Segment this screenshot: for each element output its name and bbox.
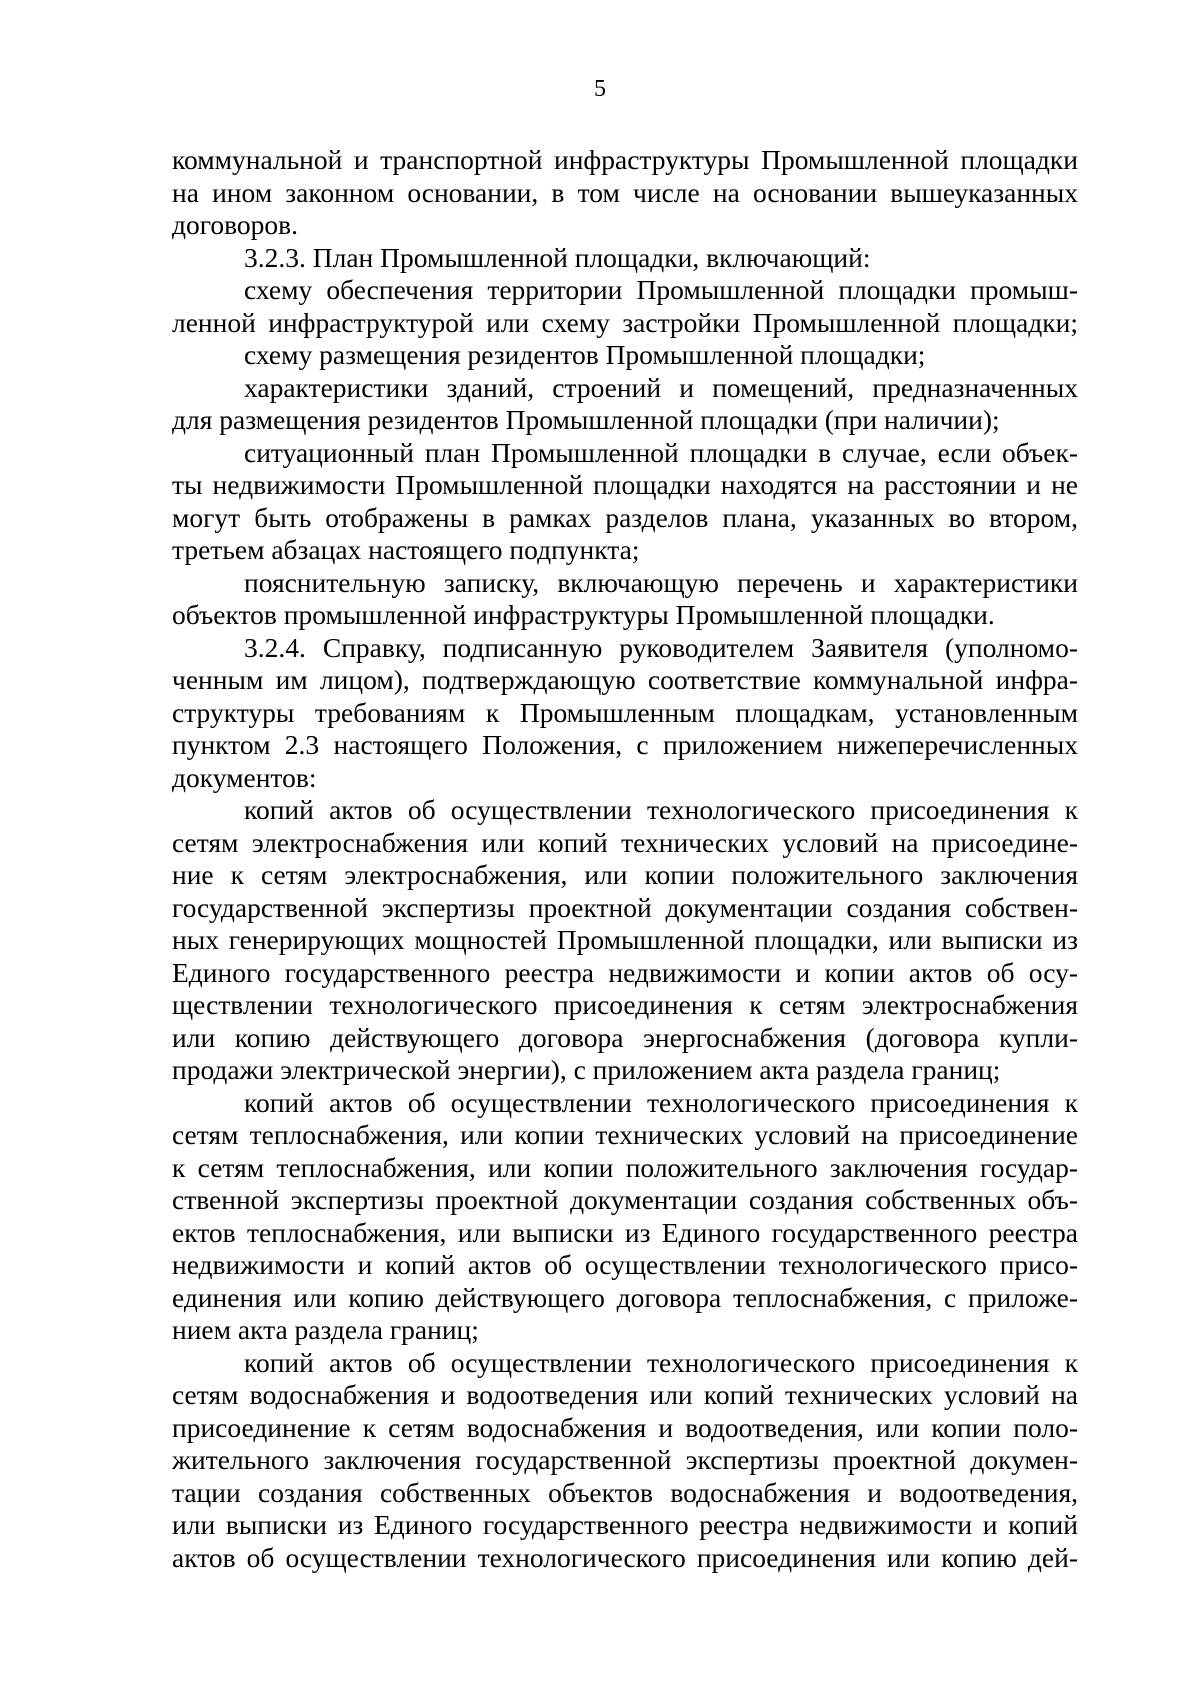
text-line: нием акта раздела границ; — [172, 1314, 479, 1345]
text-line: ченным им лицом), подтверждающую соответствие коммунальной инфра- — [172, 664, 1078, 695]
text-line: ектов теплоснабжения, или выписки из Единого государственного реестра — [172, 1216, 1078, 1248]
text-line: государственной экспертизы проектной документации создания собствен- — [172, 891, 1078, 923]
text-line: Единого государственного реестра недвижимости и копии актов об осу- — [172, 956, 1078, 988]
text-line: жительного заключения государственной экспертизы проектной докумен- — [172, 1444, 1078, 1475]
text-line: схему размещения резидентов Промышленной площадки; — [244, 339, 926, 370]
document-body — [172, 144, 1078, 1574]
text-line: ственной экспертизы проектной документации создания собственных объ- — [172, 1184, 1078, 1215]
text-line: ситуационный план Промышленной площадки в случае, если объек- — [244, 436, 1078, 468]
text-line: ществлении технологического присоединения к сетям электроснабжения — [172, 989, 1078, 1020]
text-line: договоров. — [172, 209, 298, 240]
text-line: могут быть отображены в рамках разделов плана, указанных во втором, — [172, 501, 1078, 533]
text-line: или копию действующего договора энергоснабжения (договора купли- — [172, 1021, 1078, 1053]
text-line: коммунальной и транспортной инфраструктуры Промышленной площадки — [172, 144, 1078, 175]
text-line: продажи электрической энергии), с приложением акта раздела границ; — [172, 1054, 1001, 1085]
text-line: структуры требованиям к Промышленным площадкам, установленным — [172, 696, 1078, 728]
text-line: копий актов об осуществлении технологического присоединения к — [244, 1086, 1078, 1118]
text-line: единения или копию действующего договора теплоснабжения, с приложе- — [172, 1281, 1078, 1313]
text-line: характеристики зданий, строений и помещений, предназначенных — [244, 371, 1078, 403]
page-number: 5 — [594, 76, 606, 102]
text-line: для размещения резидентов Промышленной площадки (при наличии); — [172, 404, 1000, 435]
text-line: тации создания собственных объектов водоснабжения и водоотведения, — [172, 1476, 1078, 1508]
text-line: или выписки из Единого государственного реестра недвижимости и копий — [172, 1509, 1078, 1540]
text-line: сетям теплоснабжения, или копии технических условий на присоединение — [172, 1119, 1078, 1150]
text-line: 3.2.3. План Промышленной площадки, включающий: — [244, 241, 871, 273]
text-line: ты недвижимости Промышленной площадки находятся на расстоянии и не — [172, 469, 1078, 500]
text-line: ленной инфраструктурой или схему застройки Промышленной площадки; — [172, 306, 1078, 338]
text-line: документов: — [172, 761, 317, 793]
text-line: недвижимости и копий актов об осуществлении технологического присо- — [172, 1249, 1078, 1280]
text-line: сетям водоснабжения и водоотведения или копий технических условий на — [172, 1379, 1078, 1410]
text-line: к сетям теплоснабжения, или копии положительного заключения государ- — [172, 1151, 1078, 1183]
text-line: пояснительную записку, включающую перечень и характеристики — [244, 566, 1078, 598]
text-line: актов об осуществлении технологического присоединения или копию дей- — [172, 1541, 1078, 1573]
text-line: на ином законном основании, в том числе на основании вышеуказанных — [172, 176, 1078, 208]
text-line: третьем абзацах настоящего подпункта; — [172, 534, 640, 565]
text-line: копий актов об осуществлении технологического присоединения к — [244, 794, 1078, 825]
text-line: пунктом 2.3 настоящего Положения, с приложением нижеперечисленных — [172, 729, 1078, 760]
text-line: 3.2.4. Справку, подписанную руководителем Заявителя (уполномо- — [244, 631, 1078, 663]
text-line: объектов промышленной инфраструктуры Промышленной площадки. — [172, 599, 995, 630]
text-line: ние к сетям электроснабжения, или копии положительного заключения — [172, 859, 1078, 890]
text-line: схему обеспечения территории Промышленной площадки промыш- — [244, 274, 1078, 305]
text-line: сетям электроснабжения или копий технических условий на присоедине- — [172, 826, 1078, 858]
text-line: ных генерирующих мощностей Промышленной площадки, или выписки из — [172, 924, 1078, 955]
text-line: копий актов об осуществлении технологического присоединения к — [244, 1346, 1078, 1378]
text-line: присоединение к сетям водоснабжения и водоотведения, или копии поло- — [172, 1411, 1078, 1443]
